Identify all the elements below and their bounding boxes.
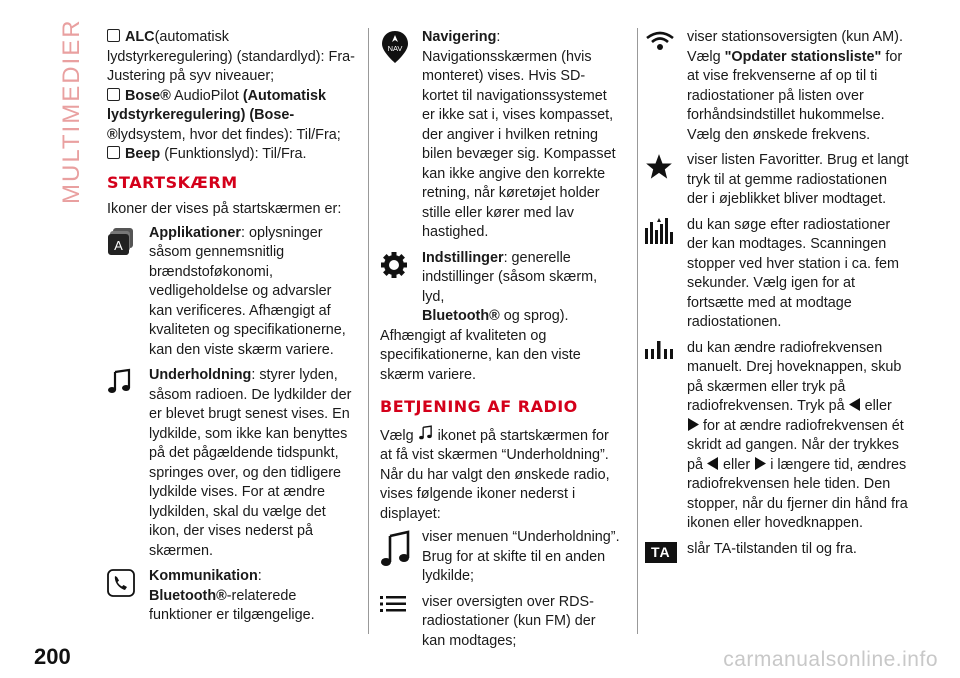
triangle-left-icon xyxy=(849,398,861,411)
communication-entry: Kommunikation: Bluetooth®-relaterede funktioner er tilgængelige. xyxy=(107,567,355,626)
triangle-right-icon xyxy=(687,418,699,431)
svg-text:A: A xyxy=(114,237,123,253)
phone-icon xyxy=(107,567,149,597)
station-overview-entry: viser stationsoversigten (kun AM). Vælg "Opdater stationsliste" for at vise frekvenserne af op til ti radiostationer på listen over forhåndsindstillet hukommelse. Vælg den ønskede frekvens. xyxy=(645,28,909,145)
scan-icon xyxy=(645,216,687,244)
settings-note: Afhængigt af kvaliteten og specifikationerne, kan den viste skærm variere. xyxy=(380,327,581,383)
column-1 xyxy=(107,28,355,632)
station-list-entry: viser oversigten over RDS-radiostationer (kun FM) der kan modtages; xyxy=(380,593,620,652)
tune-icon xyxy=(645,339,687,365)
nav-icon xyxy=(380,28,422,64)
triangle-right-icon xyxy=(754,457,766,470)
navigation-entry: NAV Navigering: Navigationsskærmen (hvis monteret) vises. Hvis SD-kortet til navigationssystemet er ikke sat i, vises kompasset, der angiver i hvilken retning bilen bevæger sig. Kompasset kan ikke angive den korrekte retning, når køretøjet holder stille eller kører med lav hastighed. xyxy=(380,28,620,243)
triangle-left-icon xyxy=(707,457,719,470)
ta-entry: TA slår TA-tilstanden til og fra. xyxy=(645,540,909,564)
gear-icon xyxy=(380,249,422,279)
entertainment-entry: Underholdning: styrer lyden, såsom radioen. De lydkilder der er blevet brugt senest vises. En lydkilde, som ikke kan benyttes på det pågældende tidspunkt, springes over, og den tidligere lydkilde vises. For at ændre lydkilden, skal du vælge det ikon, der vises nederst på skærmen. xyxy=(107,366,355,561)
list-item-bose: Bose® AudioPilot (Automatisk lydstyrkeregulering) (Bose-®lydsystem, hvor det findes): Til/Fra; xyxy=(107,87,341,143)
chapter-side-title: MULTIMEDIER xyxy=(58,18,85,204)
intro-start: Ikoner der vises på startskærmen er: xyxy=(107,201,342,217)
menu-entry: viser menuen “Underholdning”. Brug for at skifte til en anden lydkilde; xyxy=(380,528,620,587)
music-note-icon xyxy=(107,366,149,396)
column-divider xyxy=(637,28,638,634)
radio-intro: Vælg ikonet på startskærmen for at få vist skærmen “Underholdning”. Når du har valgt den ønskede radio, vises følgende ikoner nederst i displayet: xyxy=(380,425,620,525)
music-note-icon xyxy=(418,425,434,441)
column-3 xyxy=(645,28,909,569)
list-item-beep: Beep (Funktionslyd): Til/Fra. xyxy=(107,145,355,165)
checkbox-bullet-icon xyxy=(107,88,120,101)
manual-tune-entry: du kan ændre radiofrekvensen manuelt. Drej hoveknappen, skub på skærmen eller tryk på radiofrekvensen. Tryk på eller for at ændre radiofrekvensen ét skridt ad gangen. Når der trykkes på eller i længere tid, ændres radiofrekvensen hele tiden. Den stopper, når du fjerner din hånd fra ikonen eller hovedknappen. xyxy=(645,339,909,534)
checkbox-bullet-icon xyxy=(107,29,120,42)
section-heading-radio: BETJENING AF RADIO xyxy=(380,397,578,416)
favorites-entry: viser listen Favoritter. Brug et langt tryk til at gemme radiostationen der i øjeblikket bliver modtaget. xyxy=(645,151,909,210)
watermark: carmanualsonline.info xyxy=(723,648,938,671)
section-heading-startskaerm: STARTSKÆRM xyxy=(107,172,238,192)
column-divider xyxy=(368,28,369,634)
apps-entry: A Applikationer: oplysninger såsom gennemsnitlig brændstoføkonomi, vedligeholdelse og advarsler kan verificeres. Afhængigt af kvaliteten og specifikationerne, kan den viste skærm variere. xyxy=(107,224,355,361)
scan-entry: du kan søge efter radiostationer der kan modtages. Scanningen stopper ved hver station i ca. fem sekunder. Vælg igen for at fortsætte med at modtage radiostationen. xyxy=(645,216,909,333)
list-icon xyxy=(380,593,422,613)
settings-entry: Indstillinger: generelle indstillinger (såsom skærm, lyd, Bluetooth® og sprog). xyxy=(380,249,620,327)
radio-signal-icon xyxy=(645,28,687,52)
list-item-alc: ALC(automatisk lydstyrkeregulering) (standardlyd): Fra-Justering på syv niveauer; xyxy=(107,29,355,84)
column-2 xyxy=(380,28,620,657)
star-icon xyxy=(645,151,687,181)
page-number: 200 xyxy=(34,644,71,669)
checkbox-bullet-icon xyxy=(107,146,120,159)
svg-text:NAV: NAV xyxy=(387,44,403,53)
ta-badge-icon: TA xyxy=(645,540,687,564)
applications-icon xyxy=(107,224,149,256)
music-menu-icon xyxy=(380,528,422,570)
